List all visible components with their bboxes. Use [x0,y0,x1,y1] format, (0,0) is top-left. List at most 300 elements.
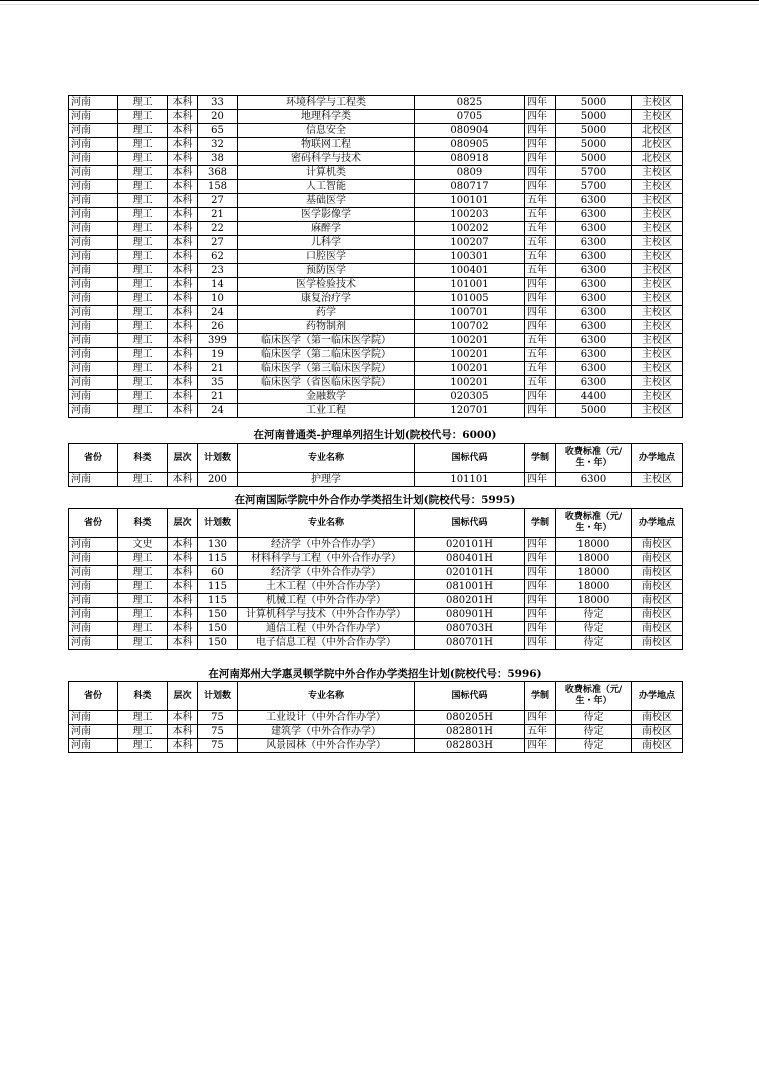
level-cell: 本科 [168,236,198,250]
category-cell: 理工 [118,725,168,739]
campus-cell: 南校区 [632,608,683,622]
province-cell: 河南 [69,236,118,250]
province-cell: 河南 [69,96,118,110]
major-name-cell: 预防医学 [238,264,415,278]
category-cell: 理工 [118,208,168,222]
category-cell: 理工 [118,622,168,636]
province-cell: 河南 [69,390,118,404]
level-cell: 本科 [168,180,198,194]
province-cell: 河南 [69,278,118,292]
quota-cell: 62 [198,250,238,264]
province-cell: 河南 [69,250,118,264]
wellington-tbody [69,711,683,753]
province-cell: 河南 [69,739,118,753]
campus-cell: 南校区 [632,711,683,725]
level-cell: 本科 [168,711,198,725]
fee-cell: 6300 [556,222,632,236]
fee-cell: 18000 [556,566,632,580]
campus-cell: 主校区 [632,334,683,348]
col-header-campus: 办学地点 [632,444,683,473]
major-name-cell: 临床医学（省医临床医学院） [238,376,415,390]
province-cell: 河南 [69,306,118,320]
col-header-code: 国标代码 [415,509,525,538]
major-name-cell: 口腔医学 [238,250,415,264]
code-cell: 100201 [415,362,525,376]
wellington-table-block [68,681,682,753]
category-cell: 理工 [118,636,168,650]
category-cell: 理工 [118,362,168,376]
level-cell: 本科 [168,739,198,753]
quota-cell: 115 [198,552,238,566]
major-name-cell: 医学影像学 [238,208,415,222]
campus-cell: 主校区 [632,180,683,194]
campus-cell: 主校区 [632,208,683,222]
table-row [69,622,683,636]
fee-cell: 18000 [556,552,632,566]
duration-cell: 五年 [525,250,556,264]
level-cell: 本科 [168,194,198,208]
col-header-province: 省份 [69,682,118,711]
campus-cell: 主校区 [632,473,683,487]
campus-cell: 主校区 [632,264,683,278]
province-cell: 河南 [69,208,118,222]
campus-cell: 南校区 [632,622,683,636]
major-name-cell: 经济学（中外合作办学） [238,566,415,580]
main-plan-tbody [69,96,683,418]
wellington-section-title: 在河南郑州大学惠灵顿学院中外合作办学类招生计划(院校代号：5996) [208,668,542,680]
col-header-major: 专业名称 [238,509,415,538]
campus-cell: 主校区 [632,194,683,208]
page-top-rule-light [0,4,759,5]
campus-cell: 主校区 [632,306,683,320]
province-cell: 河南 [69,538,118,552]
col-header-category: 科类 [118,444,168,473]
quota-cell: 26 [198,320,238,334]
major-name-cell: 风景园林（中外合作办学） [238,739,415,753]
quota-cell: 200 [198,473,238,487]
duration-cell: 四年 [525,580,556,594]
major-name-cell: 密码科学与技术 [238,152,415,166]
duration-cell: 五年 [525,208,556,222]
province-cell: 河南 [69,362,118,376]
category-cell: 理工 [118,390,168,404]
code-cell: 100401 [415,264,525,278]
quota-cell: 27 [198,194,238,208]
code-cell: 0705 [415,110,525,124]
code-cell: 080201H [415,594,525,608]
duration-cell: 五年 [525,264,556,278]
quota-cell: 75 [198,711,238,725]
code-cell: 020101H [415,538,525,552]
table-row [69,222,683,236]
fee-cell: 6300 [556,473,632,487]
quota-cell: 75 [198,725,238,739]
col-header-category: 科类 [118,509,168,538]
intl-table-head [69,509,683,538]
table-row [69,264,683,278]
duration-cell: 五年 [525,236,556,250]
province-cell: 河南 [69,622,118,636]
table-row [69,725,683,739]
code-cell: 100301 [415,250,525,264]
code-cell: 080717 [415,180,525,194]
quota-cell: 65 [198,124,238,138]
province-cell: 河南 [69,292,118,306]
table-row [69,608,683,622]
duration-cell: 四年 [525,180,556,194]
category-cell: 理工 [118,194,168,208]
level-cell: 本科 [168,538,198,552]
duration-cell: 四年 [525,306,556,320]
table-row [69,194,683,208]
level-cell: 本科 [168,334,198,348]
quota-cell: 24 [198,404,238,418]
duration-cell: 四年 [525,96,556,110]
category-cell: 文史 [118,538,168,552]
col-header-major: 专业名称 [238,444,415,473]
duration-cell: 五年 [525,222,556,236]
col-header-fee: 收费标准（元/生・年） [556,444,632,473]
campus-cell: 主校区 [632,390,683,404]
quota-cell: 21 [198,208,238,222]
campus-cell: 主校区 [632,362,683,376]
quota-cell: 60 [198,566,238,580]
col-header-duration: 学制 [525,682,556,711]
code-cell: 100201 [415,334,525,348]
table-row [69,362,683,376]
campus-cell: 主校区 [632,278,683,292]
campus-cell: 南校区 [632,739,683,753]
code-cell: 0825 [415,96,525,110]
major-name-cell: 临床医学（第二临床医学院） [238,348,415,362]
quota-cell: 32 [198,138,238,152]
duration-cell: 五年 [525,348,556,362]
major-name-cell: 儿科学 [238,236,415,250]
level-cell: 本科 [168,250,198,264]
fee-cell: 5700 [556,180,632,194]
province-cell: 河南 [69,594,118,608]
major-name-cell: 麻醉学 [238,222,415,236]
level-cell: 本科 [168,138,198,152]
col-header-code: 国标代码 [415,682,525,711]
duration-cell: 四年 [525,566,556,580]
fee-cell: 待定 [556,725,632,739]
quota-cell: 21 [198,390,238,404]
duration-cell: 五年 [525,194,556,208]
fee-cell: 6300 [556,236,632,250]
nursing-table-head [69,444,683,473]
code-cell: 100201 [415,348,525,362]
table-row [69,739,683,753]
table-row [69,566,683,580]
campus-cell: 主校区 [632,348,683,362]
col-header-fee: 收费标准（元/生・年） [556,682,632,711]
category-cell: 理工 [118,473,168,487]
category-cell: 理工 [118,264,168,278]
level-cell: 本科 [168,725,198,739]
table-row [69,348,683,362]
fee-cell: 6300 [556,348,632,362]
major-name-cell: 药物制剂 [238,320,415,334]
level-cell: 本科 [168,124,198,138]
level-cell: 本科 [168,608,198,622]
level-cell: 本科 [168,473,198,487]
duration-cell: 四年 [525,711,556,725]
major-name-cell: 工业工程 [238,404,415,418]
level-cell: 本科 [168,348,198,362]
fee-cell: 待定 [556,739,632,753]
campus-cell: 主校区 [632,166,683,180]
col-header-category: 科类 [118,682,168,711]
col-header-province: 省份 [69,509,118,538]
campus-cell: 主校区 [632,110,683,124]
major-name-cell: 物联网工程 [238,138,415,152]
category-cell: 理工 [118,166,168,180]
col-header-major: 专业名称 [238,682,415,711]
major-name-cell: 信息安全 [238,124,415,138]
category-cell: 理工 [118,334,168,348]
col-header-campus: 办学地点 [632,509,683,538]
campus-cell: 南校区 [632,594,683,608]
duration-cell: 四年 [525,622,556,636]
level-cell: 本科 [168,292,198,306]
code-cell: 080904 [415,124,525,138]
fee-cell: 5000 [556,110,632,124]
province-cell: 河南 [69,152,118,166]
category-cell: 理工 [118,320,168,334]
major-name-cell: 基础医学 [238,194,415,208]
code-cell: 020101H [415,566,525,580]
quota-cell: 24 [198,306,238,320]
quota-cell: 150 [198,636,238,650]
level-cell: 本科 [168,552,198,566]
major-name-cell: 医学检验技术 [238,278,415,292]
table-row [69,580,683,594]
category-cell: 理工 [118,594,168,608]
fee-cell: 6300 [556,250,632,264]
major-name-cell: 护理学 [238,473,415,487]
major-name-cell: 土木工程（中外合作办学） [238,580,415,594]
quota-cell: 21 [198,362,238,376]
quota-cell: 22 [198,222,238,236]
level-cell: 本科 [168,222,198,236]
major-name-cell: 通信工程（中外合作办学） [238,622,415,636]
major-name-cell: 经济学（中外合作办学） [238,538,415,552]
duration-cell: 四年 [525,278,556,292]
province-cell: 河南 [69,552,118,566]
fee-cell: 待定 [556,636,632,650]
category-cell: 理工 [118,138,168,152]
table-row [69,636,683,650]
quota-cell: 23 [198,264,238,278]
fee-cell: 6300 [556,320,632,334]
campus-cell: 南校区 [632,580,683,594]
major-name-cell: 建筑学（中外合作办学） [238,725,415,739]
campus-cell: 南校区 [632,725,683,739]
code-cell: 100101 [415,194,525,208]
quota-cell: 399 [198,334,238,348]
table-row [69,208,683,222]
quota-cell: 130 [198,538,238,552]
province-cell: 河南 [69,180,118,194]
level-cell: 本科 [168,110,198,124]
category-cell: 理工 [118,152,168,166]
table-row [69,320,683,334]
category-cell: 理工 [118,711,168,725]
level-cell: 本科 [168,566,198,580]
table-row [69,124,683,138]
quota-cell: 115 [198,580,238,594]
fee-cell: 6300 [556,208,632,222]
fee-cell: 5000 [556,124,632,138]
duration-cell: 四年 [525,390,556,404]
duration-cell: 四年 [525,473,556,487]
province-cell: 河南 [69,608,118,622]
table-row [69,278,683,292]
quota-cell: 19 [198,348,238,362]
code-cell: 101101 [415,473,525,487]
major-name-cell: 工业设计（中外合作办学） [238,711,415,725]
category-cell: 理工 [118,580,168,594]
category-cell: 理工 [118,96,168,110]
major-name-cell: 康复治疗学 [238,292,415,306]
fee-cell: 6300 [556,362,632,376]
fee-cell: 18000 [556,594,632,608]
fee-cell: 4400 [556,390,632,404]
province-cell: 河南 [69,320,118,334]
major-name-cell: 环境科学与工程类 [238,96,415,110]
code-cell: 100702 [415,320,525,334]
duration-cell: 四年 [525,110,556,124]
table-row [69,236,683,250]
level-cell: 本科 [168,278,198,292]
header-row [69,444,683,473]
fee-cell: 5000 [556,152,632,166]
fee-cell: 待定 [556,711,632,725]
code-cell: 100203 [415,208,525,222]
major-name-cell: 地理科学类 [238,110,415,124]
level-cell: 本科 [168,152,198,166]
quota-cell: 10 [198,292,238,306]
province-cell: 河南 [69,194,118,208]
duration-cell: 四年 [525,636,556,650]
code-cell: 100701 [415,306,525,320]
col-header-quota: 计划数 [198,682,238,711]
wellington-table-head [69,682,683,711]
major-name-cell: 电子信息工程（中外合作办学） [238,636,415,650]
level-cell: 本科 [168,404,198,418]
category-cell: 理工 [118,250,168,264]
level-cell: 本科 [168,208,198,222]
quota-cell: 33 [198,96,238,110]
province-cell: 河南 [69,725,118,739]
code-cell: 0809 [415,166,525,180]
code-cell: 082803H [415,739,525,753]
province-cell: 河南 [69,348,118,362]
table-row [69,404,683,418]
level-cell: 本科 [168,376,198,390]
table-row [69,376,683,390]
province-cell: 河南 [69,110,118,124]
code-cell: 080703H [415,622,525,636]
category-cell: 理工 [118,180,168,194]
province-cell: 河南 [69,711,118,725]
fee-cell: 6300 [556,376,632,390]
level-cell: 本科 [168,320,198,334]
category-cell: 理工 [118,404,168,418]
table-row [69,306,683,320]
quota-cell: 35 [198,376,238,390]
nursing-section-title: 在河南普通类-护理单列招生计划(院校代号：6000) [253,429,497,441]
level-cell: 本科 [168,362,198,376]
quota-cell: 368 [198,166,238,180]
major-name-cell: 机械工程（中外合作办学） [238,594,415,608]
province-cell: 河南 [69,124,118,138]
level-cell: 本科 [168,580,198,594]
table-row [69,250,683,264]
duration-cell: 四年 [525,552,556,566]
quota-cell: 150 [198,608,238,622]
level-cell: 本科 [168,594,198,608]
quota-cell: 158 [198,180,238,194]
fee-cell: 6300 [556,292,632,306]
campus-cell: 主校区 [632,236,683,250]
province-cell: 河南 [69,138,118,152]
category-cell: 理工 [118,278,168,292]
quota-cell: 14 [198,278,238,292]
col-header-quota: 计划数 [198,444,238,473]
campus-cell: 北校区 [632,152,683,166]
province-cell: 河南 [69,636,118,650]
table-row [69,334,683,348]
campus-cell: 主校区 [632,404,683,418]
category-cell: 理工 [118,222,168,236]
table-row [69,292,683,306]
level-cell: 本科 [168,306,198,320]
code-cell: 080901H [415,608,525,622]
fee-cell: 待定 [556,622,632,636]
fee-cell: 6300 [556,278,632,292]
table-row [69,390,683,404]
level-cell: 本科 [168,622,198,636]
header-row [69,509,683,538]
duration-cell: 五年 [525,725,556,739]
category-cell: 理工 [118,124,168,138]
major-name-cell: 计算机科学与技术（中外合作办学） [238,608,415,622]
category-cell: 理工 [118,236,168,250]
category-cell: 理工 [118,110,168,124]
campus-cell: 主校区 [632,96,683,110]
duration-cell: 四年 [525,320,556,334]
col-header-province: 省份 [69,444,118,473]
table-row [69,552,683,566]
province-cell: 河南 [69,580,118,594]
quota-cell: 27 [198,236,238,250]
quota-cell: 38 [198,152,238,166]
level-cell: 本科 [168,390,198,404]
nursing-table-block [68,443,682,487]
level-cell: 本科 [168,166,198,180]
code-cell: 081001H [415,580,525,594]
major-name-cell: 临床医学（第三临床医学院） [238,362,415,376]
col-header-level: 层次 [168,682,198,711]
province-cell: 河南 [69,404,118,418]
fee-cell: 6300 [556,334,632,348]
code-cell: 080918 [415,152,525,166]
table-row [69,594,683,608]
nursing-tbody [69,473,683,487]
fee-cell: 5000 [556,96,632,110]
